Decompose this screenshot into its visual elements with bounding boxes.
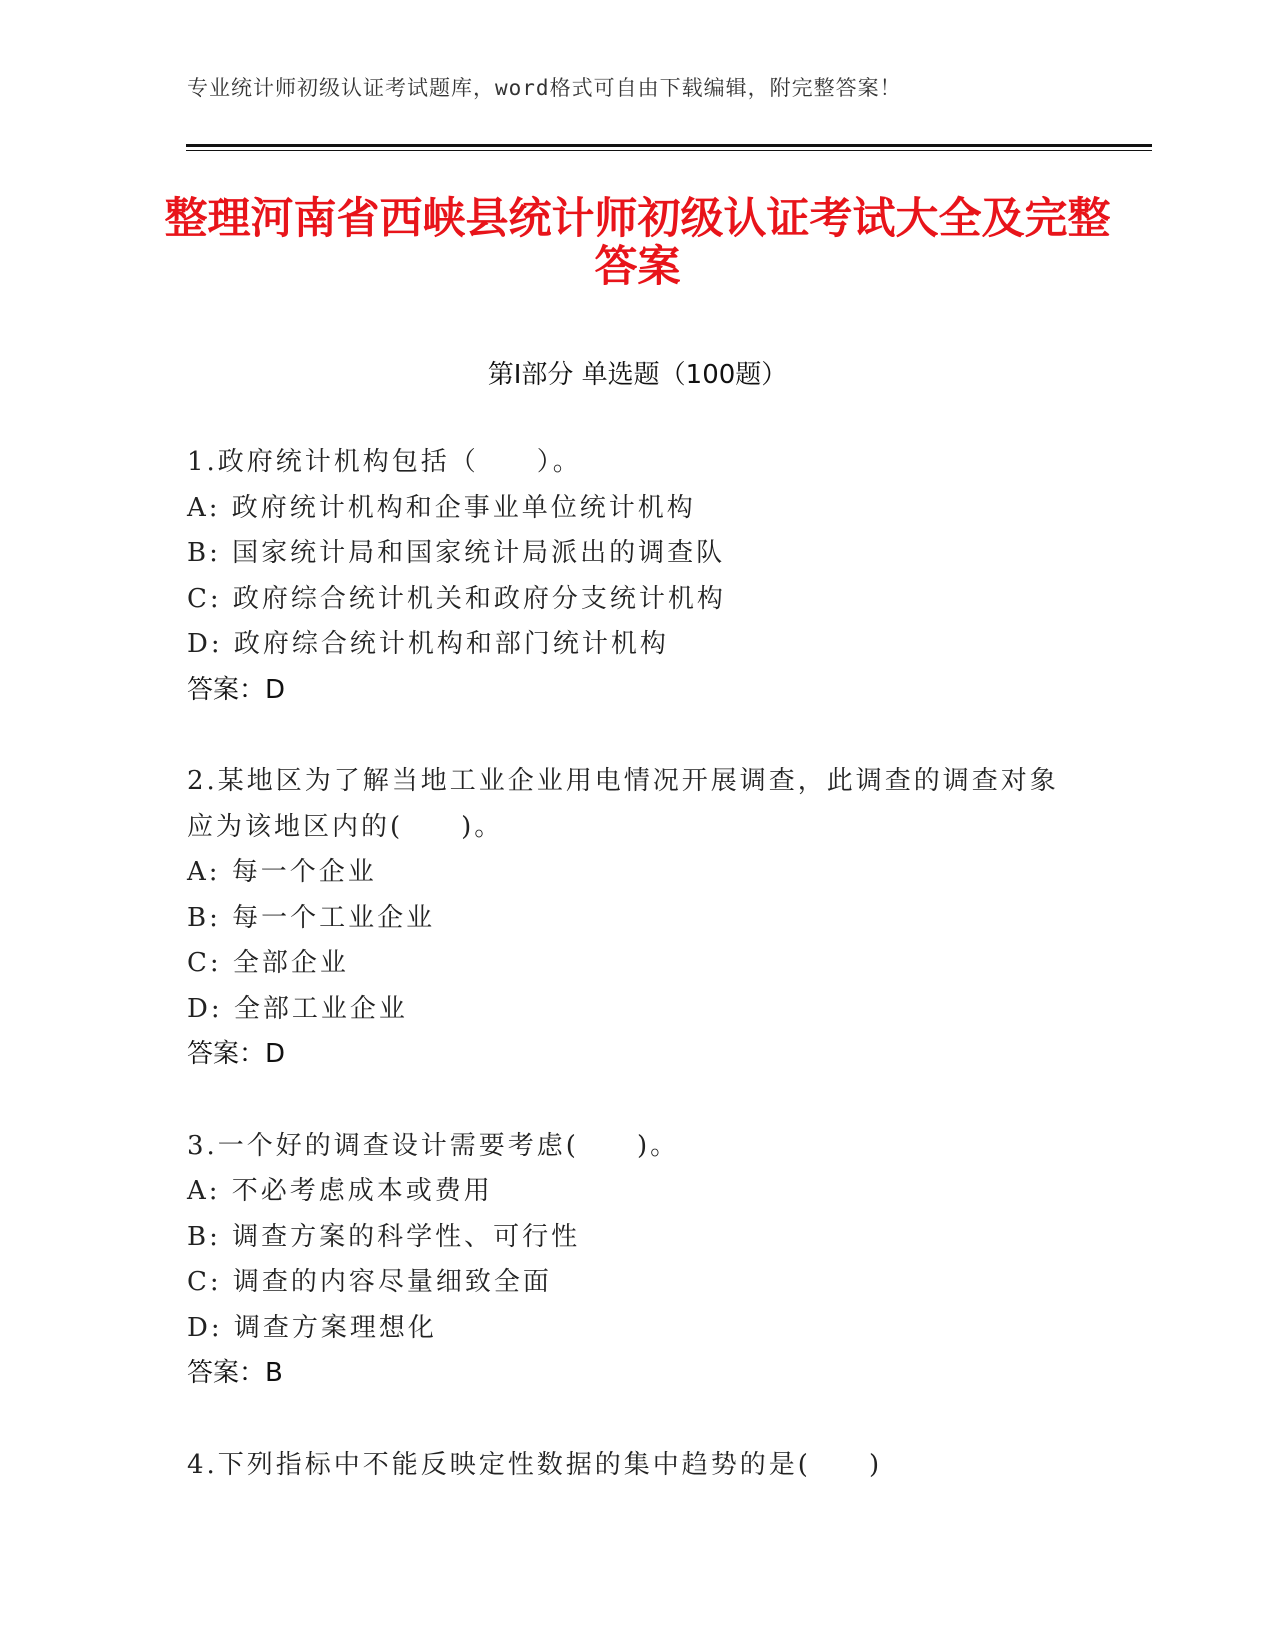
option-d: D: 政府综合统计机构和部门统计机构 bbox=[187, 629, 669, 659]
answer: 答案：D bbox=[187, 1039, 286, 1069]
question-3 bbox=[187, 1124, 1067, 1397]
document-title: 整理河南省西峡县统计师初级认证考试大全及完整答案 bbox=[164, 194, 1111, 292]
question-stem: 3.一个好的调查设计需要考虑( )。 bbox=[187, 1130, 680, 1161]
section-title: 第Ⅰ部分 单选题（100题） bbox=[487, 360, 788, 390]
answer: 答案：D bbox=[187, 674, 286, 705]
option-b: B: 国家统计局和国家统计局派出的调查队 bbox=[187, 538, 726, 568]
option-a: A: 每一个企业 bbox=[187, 857, 377, 887]
header-rule-thick bbox=[186, 144, 1152, 147]
question-list bbox=[187, 440, 1067, 1534]
option-b: B: 每一个工业企业 bbox=[187, 902, 436, 933]
question-1 bbox=[187, 440, 1067, 713]
question-4 bbox=[187, 1443, 1067, 1489]
answer: 答案：B bbox=[187, 1358, 283, 1388]
header-rule-thin bbox=[186, 150, 1152, 151]
question-stem: 1.政府统计机构包括（ ）。 bbox=[187, 447, 582, 477]
question-stem: 4.下列指标中不能反映定性数据的集中趋势的是( ) bbox=[187, 1449, 883, 1480]
option-a: A: 不必考虑成本或费用 bbox=[187, 1176, 493, 1206]
option-a: A: 政府统计机构和企事业单位统计机构 bbox=[187, 492, 696, 523]
option-b: B: 调查方案的科学性、可行性 bbox=[187, 1221, 581, 1252]
option-d: D: 全部工业企业 bbox=[187, 993, 408, 1024]
page-header: 专业统计师初级认证考试题库，word格式可自由下载编辑，附完整答案！ bbox=[187, 76, 902, 100]
option-c: C: 政府综合统计机关和政府分支统计机构 bbox=[187, 583, 726, 614]
option-c: C: 全部企业 bbox=[187, 948, 349, 978]
question-2 bbox=[187, 759, 1067, 1078]
option-d: D: 调查方案理想化 bbox=[187, 1312, 437, 1343]
question-stem: 2.某地区为了解当地工业企业用电情况开展调查，此调查的调查对象应为该地区内的( )。 bbox=[187, 766, 1059, 842]
option-c: C: 调查的内容尽量细致全面 bbox=[187, 1267, 552, 1297]
